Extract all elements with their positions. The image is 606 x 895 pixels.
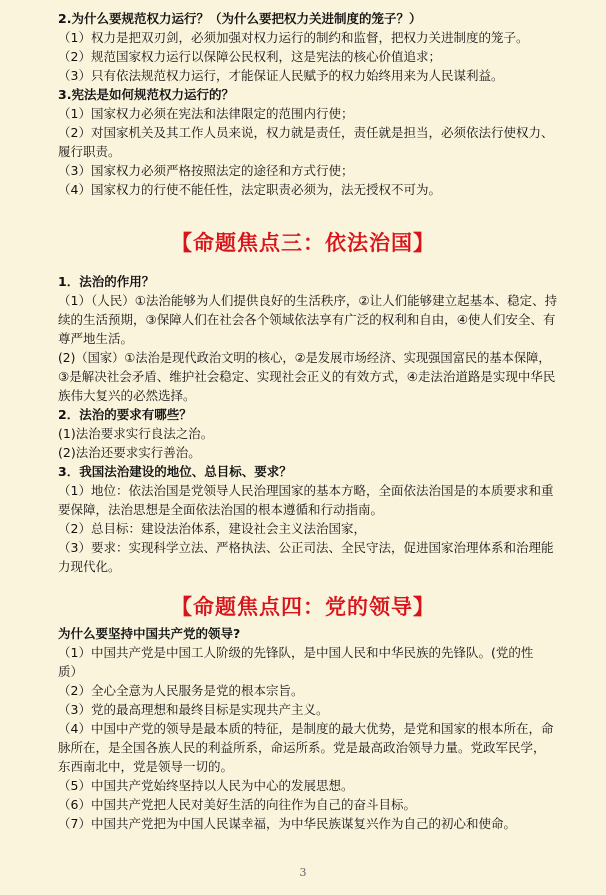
answer-line: 续的生活预期，③保障人们在社会各个领域依法享有广泛的权利和自由，④使人们安全、有 [58, 312, 556, 327]
answer-line: （2）规范国家权力运行以保障公民权利，这是宪法的核心价值追求； [58, 49, 441, 64]
answer-line: （3）党的最高理想和最终目标是实现共产主义。 [58, 702, 329, 717]
answer-line: 履行职责。 [58, 144, 121, 159]
answer-line: 尊严地生活。 [58, 331, 134, 346]
answer-line: (2)（国家）①法治是现代政治文明的核心，②是发展市场经济、实现强国富民的基本保障， [58, 351, 551, 365]
question-title: 为什么要坚持中国共产党的领导? [58, 626, 241, 641]
answer-line: （1）中国共产党是中国工人阶级的先锋队，是中国人民和中华民族的先锋队。(党的性 [58, 645, 534, 660]
answer-line: ③是解决社会矛盾、维护社会稳定、实现社会正义的有效方式，④走法治道路是实现中华民 [58, 369, 556, 384]
answer-line: （7）中国共产党把为中国人民谋幸福，为中华民族谋复兴作为自己的初心和使命。 [58, 816, 516, 831]
answer-line: （2）全心全意为人民服务是党的根本宗旨。 [58, 683, 304, 698]
answer-line: （3）要求：实现科学立法、严格执法、公正司法、全民守法，促进国家治理体系和治理能 [58, 540, 554, 555]
page-number: 3 [299, 866, 307, 879]
answer-line: （3）只有依法规范权力运行，才能保证人民赋予的权力始终用来为人民谋利益。 [58, 68, 504, 83]
answer-line: （1）权力是把双刃剑，必须加强对权力运行的制约和监督，把权力关进制度的笼子。 [58, 30, 529, 45]
answer-line: （2）对国家机关及其工作人员来说，权力就是责任，责任就是担当，必须依法行使权力、 [58, 125, 554, 140]
answer-line: （4）中国中产党的领导是最本质的特征，是制度的最大优势，是党和国家的根本所在，命 [58, 721, 554, 736]
question-title: 3.宪法是如何规范权力运行的？ [58, 87, 234, 102]
answer-line: （6）中国共产党把人民对美好生活的向往作为自己的奋斗目标。 [58, 797, 416, 812]
answer-line: （1）国家权力必须在宪法和法律限定的范围内行使； [58, 106, 354, 121]
answer-line: (1)法治要求实行良法之治。 [58, 426, 214, 441]
answer-line: （4）国家权力的行使不能任性，法定职责必须为，法无授权不可为。 [58, 182, 441, 197]
answer-line: (2)法治还要求实行善治。 [58, 445, 201, 460]
answer-line: 东西南北中，党是领导一切的。 [58, 759, 234, 774]
question-title: 2．法治的要求有哪些？ [58, 407, 192, 422]
section-banner-party-leadership: 【命题焦点四：党的领导】 [171, 594, 435, 619]
answer-line: 质） [58, 664, 84, 679]
question-title: 3．我国法治建设的地位、总目标、要求？ [58, 464, 292, 479]
answer-line: （1）地位：依法治国是党领导人民治理国家的基本方略，全面依法治国是的本质要求和重 [58, 483, 554, 498]
answer-line: （2）总目标：建设法治体系，建设社会主义法治国家， [58, 521, 366, 536]
answer-line: 脉所在，是全国各族人民的利益所系，命运所系。党是最高政治领导力量。党政军民学， [58, 740, 546, 755]
question-title: 2.为什么要规范权力运行？（为什么要把权力关进制度的笼子？） [58, 11, 422, 26]
answer-line: （3）国家权力必须严格按照法定的途径和方式行使； [58, 163, 354, 178]
section-banner-rule-of-law: 【命题焦点三：依法治国】 [171, 230, 435, 255]
answer-line: 力现代化。 [58, 559, 121, 574]
question-title: 1．法治的作用？ [58, 274, 155, 289]
answer-line: 族伟大复兴的必然选择。 [58, 388, 196, 403]
answer-line: 要保障，法治思想是全面依法治国的根本遵循和行动指南。 [58, 502, 384, 517]
answer-line: （5）中国共产党始终坚持以人民为中心的发展思想。 [58, 778, 354, 793]
answer-line: （1）（人民）①法治能够为人们提供良好的生活秩序，②让人们能够建立起基本、稳定、持 [58, 293, 558, 308]
